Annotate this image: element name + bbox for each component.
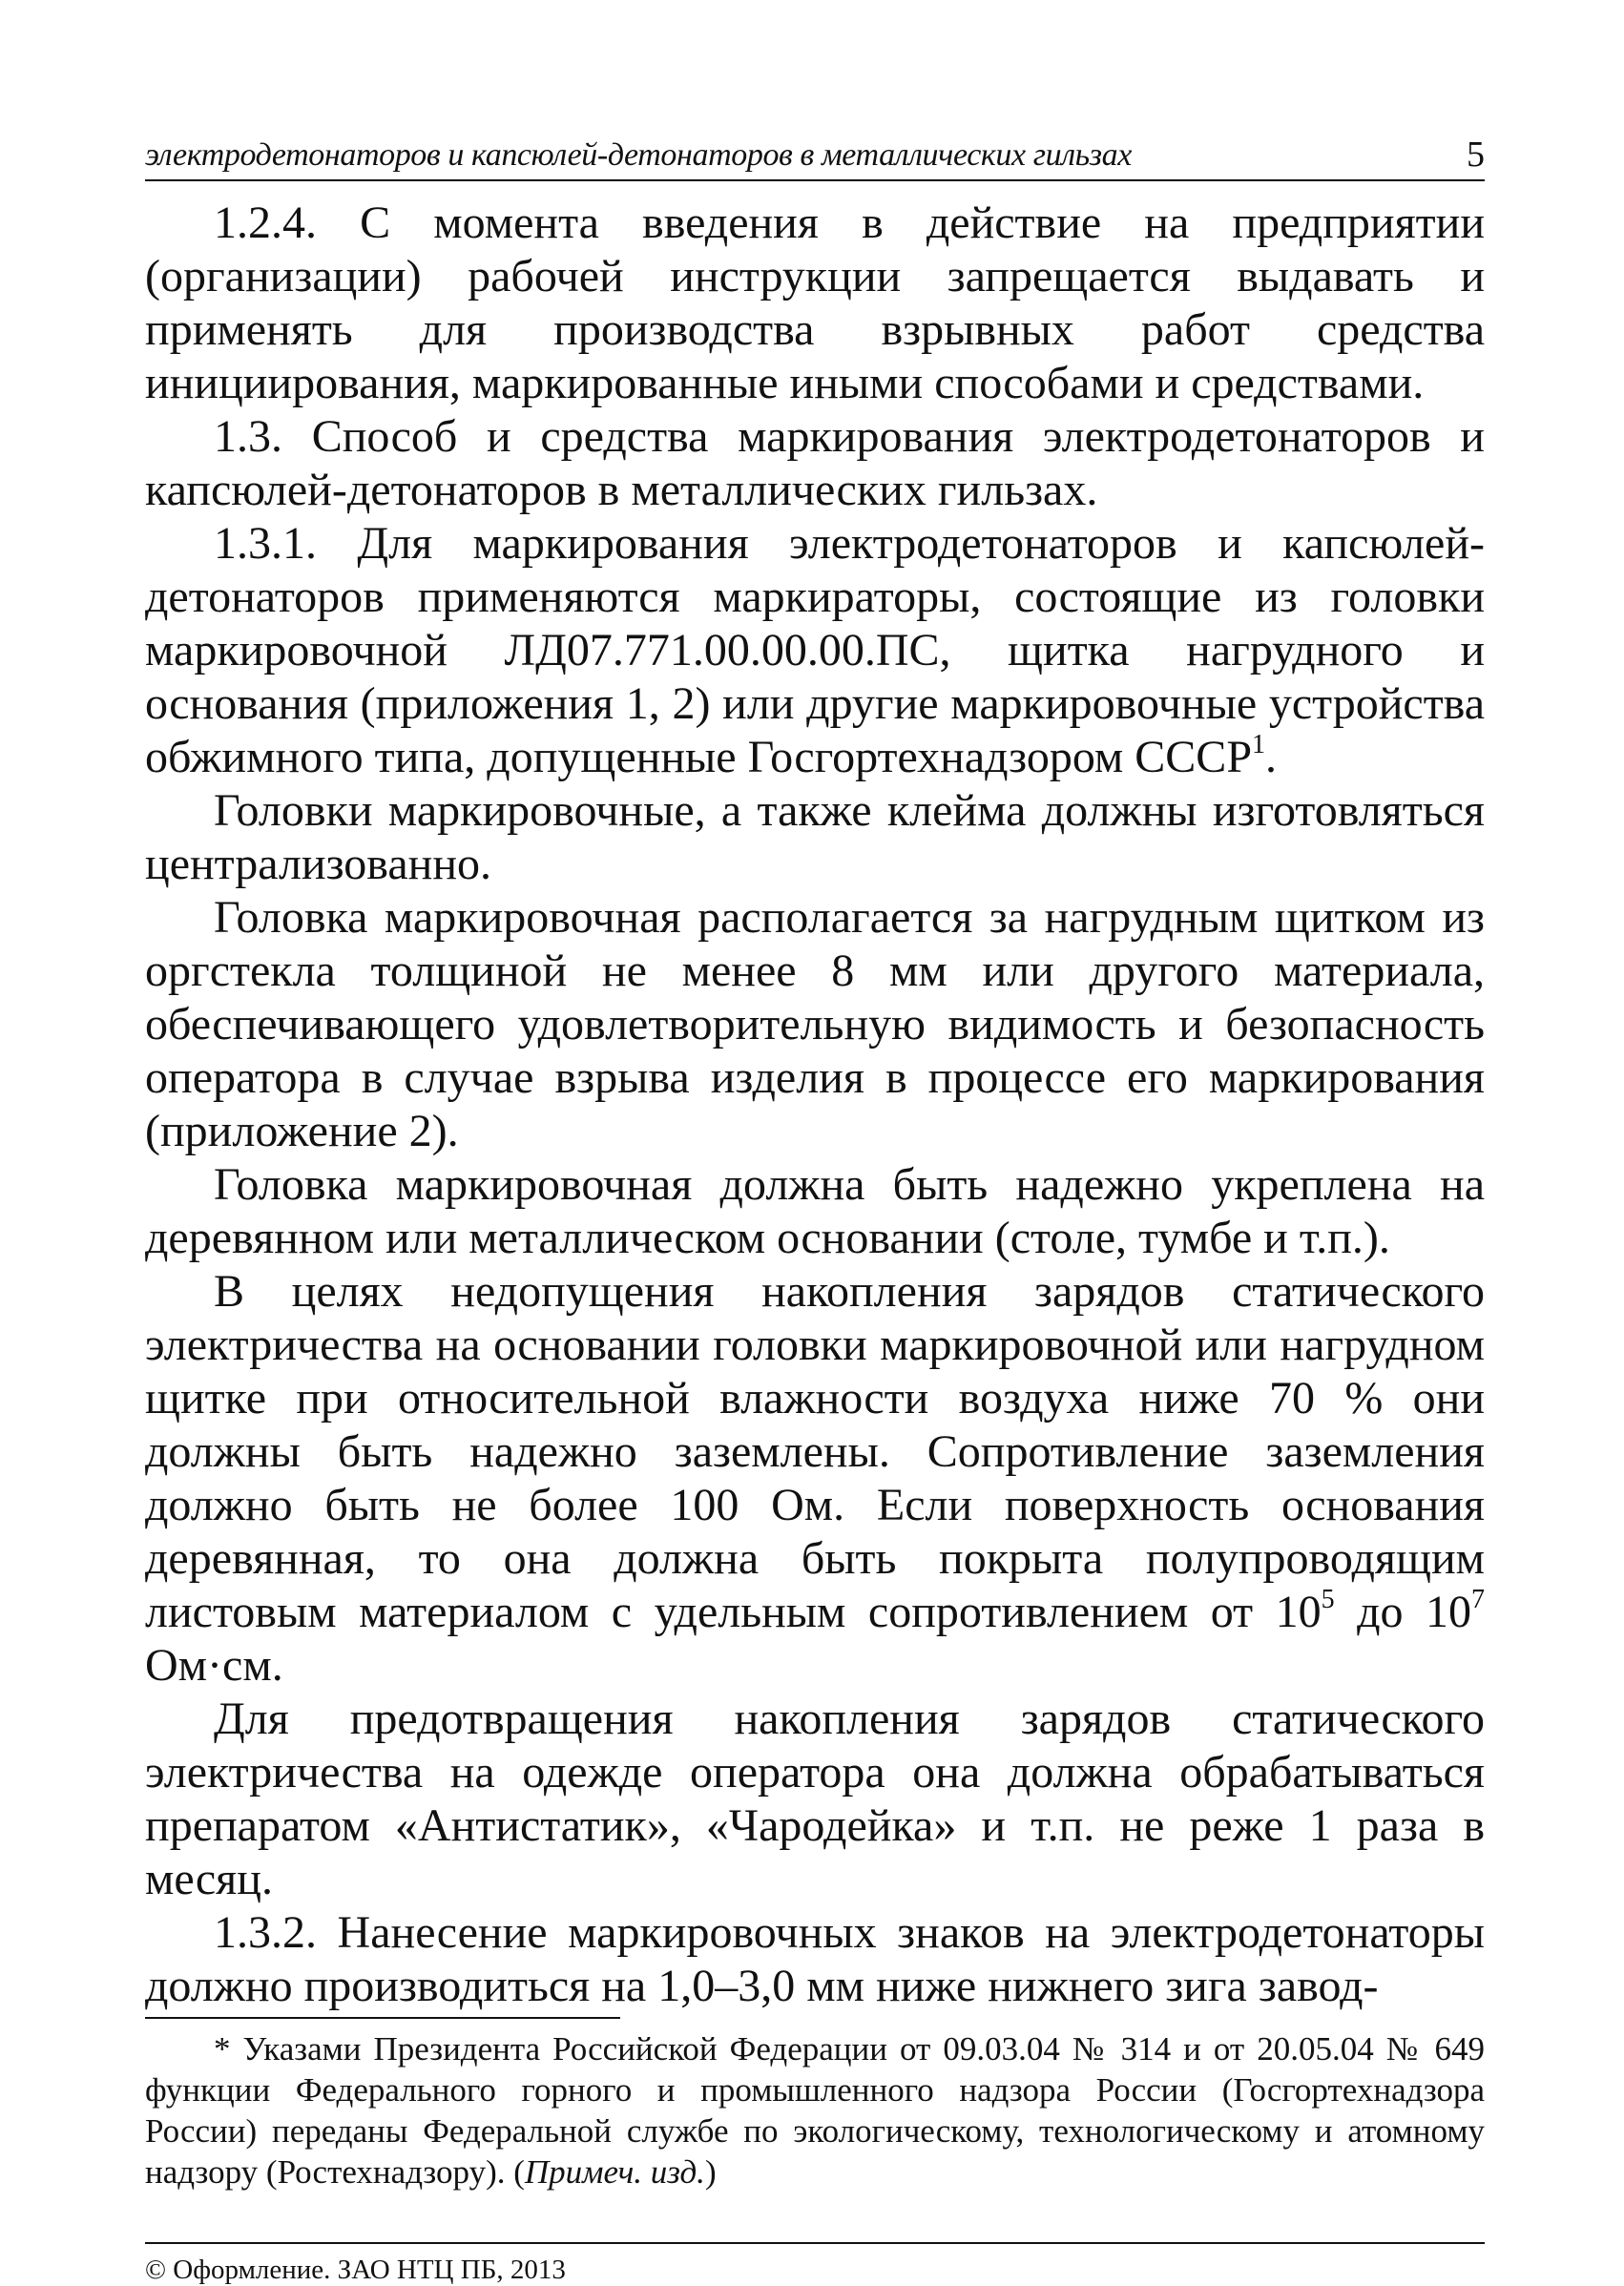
paragraph-1-3: 1.3. Способ и средства маркирования электродетонаторов и капсюлей-детонаторов в металлических гильзах. — [145, 411, 1485, 515]
paragraph-text: Ом·см. — [145, 1640, 283, 1691]
running-title: электродетонаторов и капсюлей-детонаторов в металлических гильзах — [145, 137, 1132, 173]
footnote — [145, 2028, 1485, 2192]
paragraph-grounding — [145, 1265, 1485, 1693]
paragraph-shield-placement: Головка маркировочная располагается за нагрудным щитком из оргстекла толщиной не менее 8 мм или другого материала, обеспечивающего удовлетворительную видимость и безопасность оператора в случае взрыва изделия в процессе его маркирования (приложение 2). — [145, 892, 1485, 1156]
page-number: 5 — [1467, 135, 1485, 175]
paragraph-centralized-production: Головки маркировочные, а также клейма должны изготовляться централизованно. — [145, 785, 1485, 889]
paragraph-1-3-1 — [145, 517, 1485, 784]
body-text — [145, 197, 1485, 2013]
footnote-text: * Указами Президента Российской Федерации от 09.03.04 № 314 и от 20.05.04 № 649 функции Федерального горного и промышленного надзора России (Госгортехнадзора России) переданы Федеральной службе по экологическому, технологическому и атомному надзору (Ростехнадзору). ( — [145, 2030, 1485, 2191]
exponent: 5 — [1321, 1585, 1335, 1614]
bottom-divider — [145, 2242, 1485, 2244]
copyright-notice: © Оформление. ЗАО НТЦ ПБ, 2013 — [145, 2255, 566, 2285]
paragraph-text: В целях недопущения накопления зарядов статического электричества на основании головки маркировочной или нагрудном щитке при относительной влажности воздуха ниже 70 % они должны быть надежно заземлены. Сопротивление заземления должно быть не более 100 Ом. Если поверхность основания деревянная, то она должна быть покрыта полупроводящим листовым материалом с удельным сопротивлением от 10 — [145, 1266, 1485, 1637]
paragraph-mounting: Головка маркировочная должна быть надежно укреплена на деревянном или металлическом основании (столе, тумбе и т.п.). — [145, 1159, 1485, 1263]
document-page — [145, 122, 1485, 2286]
paragraph-1-2-4: 1.2.4. С момента введения в действие на предприятии (организации) рабочей инструкции запрещается выдавать и применять для производства взрывных работ средства инициирования, маркированные иными способами и средствами. — [145, 197, 1485, 408]
paragraph-text: 1.3.1. Для маркирования электродетонаторов и капсюлей-детонаторов применяются маркираторы, состоящие из головки маркировочной ЛД07.771.00.00.00.ПС, щитка нагрудного и основания (приложения 1, 2) или другие маркировочные устройства обжимного типа, допущенные Госгортехнадзором СССР — [145, 518, 1485, 782]
footnote-reference: 1 — [1252, 730, 1266, 759]
paragraph-1-3-2: 1.3.2. Нанесение маркировочных знаков на электродетонаторы должно производиться на 1,0–3,0 мм ниже нижнего зига завод- — [145, 1907, 1485, 2011]
running-header — [145, 122, 1485, 181]
editor-note: Примеч. изд. — [524, 2153, 705, 2191]
footnote-divider — [145, 2017, 620, 2019]
paragraph-antistatic: Для предотвращения накопления зарядов статического электричества на одежде оператора она должна обрабатываться препаратом «Антистатик», «Чародейка» и т.п. не реже 1 раза в месяц. — [145, 1694, 1485, 1904]
footnote-close: ) — [704, 2153, 717, 2191]
exponent: 7 — [1471, 1585, 1486, 1614]
paragraph-end: . — [1265, 732, 1278, 782]
paragraph-text: до 10 — [1334, 1587, 1472, 1637]
